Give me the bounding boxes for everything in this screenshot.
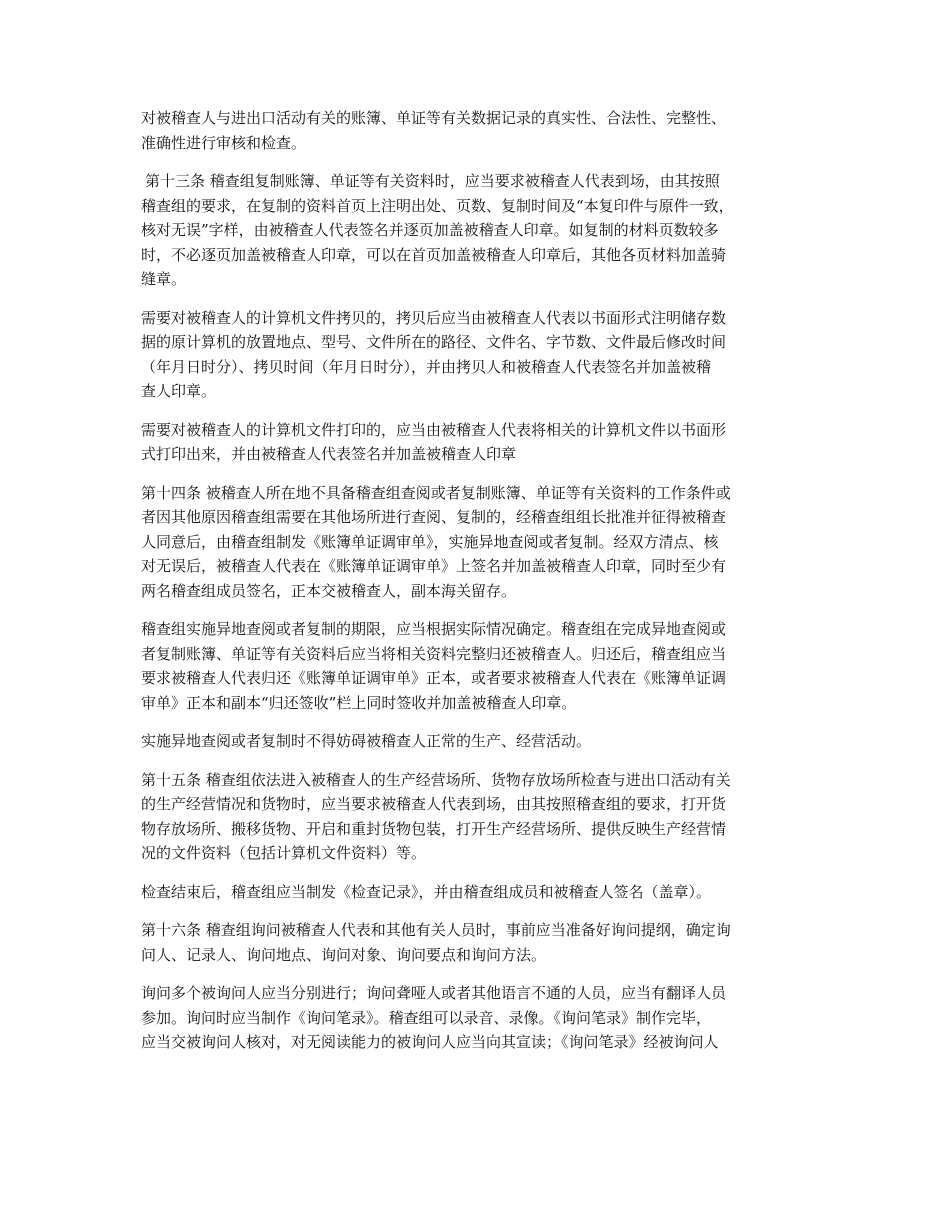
- paragraph: [141, 306, 813, 404]
- text-line: 查人印章。: [141, 382, 217, 400]
- text-line: 第十六条 稽查组询问被稽查人代表和其他有关人员时，事前应当准备好询问提纲，确定询: [141, 921, 731, 939]
- paragraph: [141, 106, 813, 155]
- text-line: 物存放场所、搬移货物、开启和重封货物包装，打开生产经营场所、提供反映生产经营情: [141, 819, 727, 838]
- text-line: 需要对被稽查人的计算机文件拷贝的，拷贝后应当由被稽查人代表以书面形式注明储存数: [141, 308, 727, 327]
- text-line: 审单》正本和副本“归还签收”栏上同时签收并加盖被稽查人印章。: [141, 693, 577, 712]
- text-line: 核对无误”字样，由被稽查人代表签名并逐页加盖被稽查人印章。如复制的材料页数较多: [141, 221, 719, 239]
- text-line: 检查结束后，稽查组应当制发《检查记录》，并由稽查组成员和被稽查人签名（盖章）。: [141, 882, 712, 901]
- paragraph: [141, 981, 813, 1055]
- text-line: 的生产经营情况和货物时，应当要求被稽查人代表到场，由其按照稽查组的要求，打开货: [141, 795, 727, 813]
- text-line: 要求被稽查人代表归还《账簿单证调审单》正本，或者要求被稽查人代表在《账簿单证调: [141, 669, 727, 687]
- text-line: （年月日时分）、拷贝时间（年月日时分），并由拷贝人和被稽查人代表签名并加盖被稽: [141, 357, 712, 376]
- text-line: 需要对被稽查人的计算机文件打印的，应当由被稽查人代表将相关的计算机文件以书面形: [141, 420, 727, 439]
- text-line: 况的文件资料（包括计算机文件资料）等。: [141, 844, 427, 862]
- article-13-paragraph: [141, 169, 813, 292]
- text-line: 人同意后，由稽查组制发《账簿单证调审单》，实施异地查阅或者复制。经双方清点、核: [141, 532, 719, 551]
- text-line: 式打印出来，并由被稽查人代表签名并加盖被稽查人印章: [141, 445, 517, 463]
- paragraph: [141, 880, 813, 905]
- article-16-paragraph: [141, 918, 813, 967]
- text-line: 第十三条 稽查组复制账簿、单证等有关资料时，应当要求被稽查人代表到场，由其按照: [145, 172, 720, 190]
- text-line: 对无误后，被稽查人代表在《账簿单证调审单》上签名并加盖被稽查人印章，同时至少有: [141, 557, 727, 575]
- paragraph: [141, 729, 813, 754]
- text-line: 稽查组的要求，在复制的资料首页上注明出处、页数、复制时间及“本复印件与原件一致，: [141, 196, 734, 215]
- text-line: 参加。询问时应当制作《询问笔录》。稽查组可以录音、录像。《询问笔录》制作完毕，: [141, 1008, 712, 1027]
- text-line: 应当交被询问人核对，对无阅读能力的被询问人应当向其宣读；《询问笔录》经被询问人: [141, 1033, 719, 1051]
- text-line: 第十五条 稽查组依法进入被稽查人的生产经营场所、货物存放场所检查与进出口活动有关: [141, 770, 731, 789]
- paragraph: [141, 617, 813, 715]
- text-line: 者因其他原因稽查组需要在其他场所进行查阅、复制的，经稽查组组长批准并征得被稽查: [141, 508, 727, 526]
- article-14-paragraph: [141, 481, 813, 604]
- text-line: 问人、记录人、询问地点、询问对象、询问要点和询问方法。: [141, 945, 547, 964]
- text-line: 实施异地查阅或者复制时不得妨碍被稽查人正常的生产、经营活动。: [141, 732, 592, 750]
- text-line: 准确性进行审核和检查。: [141, 133, 307, 152]
- document-page: [141, 106, 813, 1069]
- text-line: 询问多个被询问人应当分别进行；询问聋哑人或者其他语言不通的人员，应当有翻译人员: [141, 984, 727, 1002]
- text-line: 第十四条 被稽查人所在地不具备稽查组查阅或者复制账簿、单证等有关资料的工作条件或: [141, 483, 731, 502]
- text-line: 稽查组实施异地查阅或者复制的期限，应当根据实际情况确定。稽查组在完成异地查阅或: [141, 620, 727, 638]
- text-line: 两名稽查组成员签名，正本交被稽查人，副本海关留存。: [141, 581, 517, 600]
- text-line: 对被稽查人与进出口活动有关的账簿、单证等有关数据记录的真实性、合法性、完整性、: [141, 109, 727, 127]
- text-line: 者复制账簿、单证等有关资料后应当将相关资料完整归还被稽查人。归还后，稽查组应当: [141, 644, 727, 663]
- text-line: 时，不必逐页加盖被稽查人印章，可以在首页加盖被稽查人印章后，其他各页材料加盖骑: [141, 245, 727, 264]
- text-line: 缝章。: [141, 270, 187, 288]
- article-15-paragraph: [141, 768, 813, 866]
- text-line: 据的原计算机的放置地点、型号、文件所在的路径、文件名、字节数、文件最后修改时间: [141, 333, 727, 351]
- paragraph: [141, 418, 813, 467]
